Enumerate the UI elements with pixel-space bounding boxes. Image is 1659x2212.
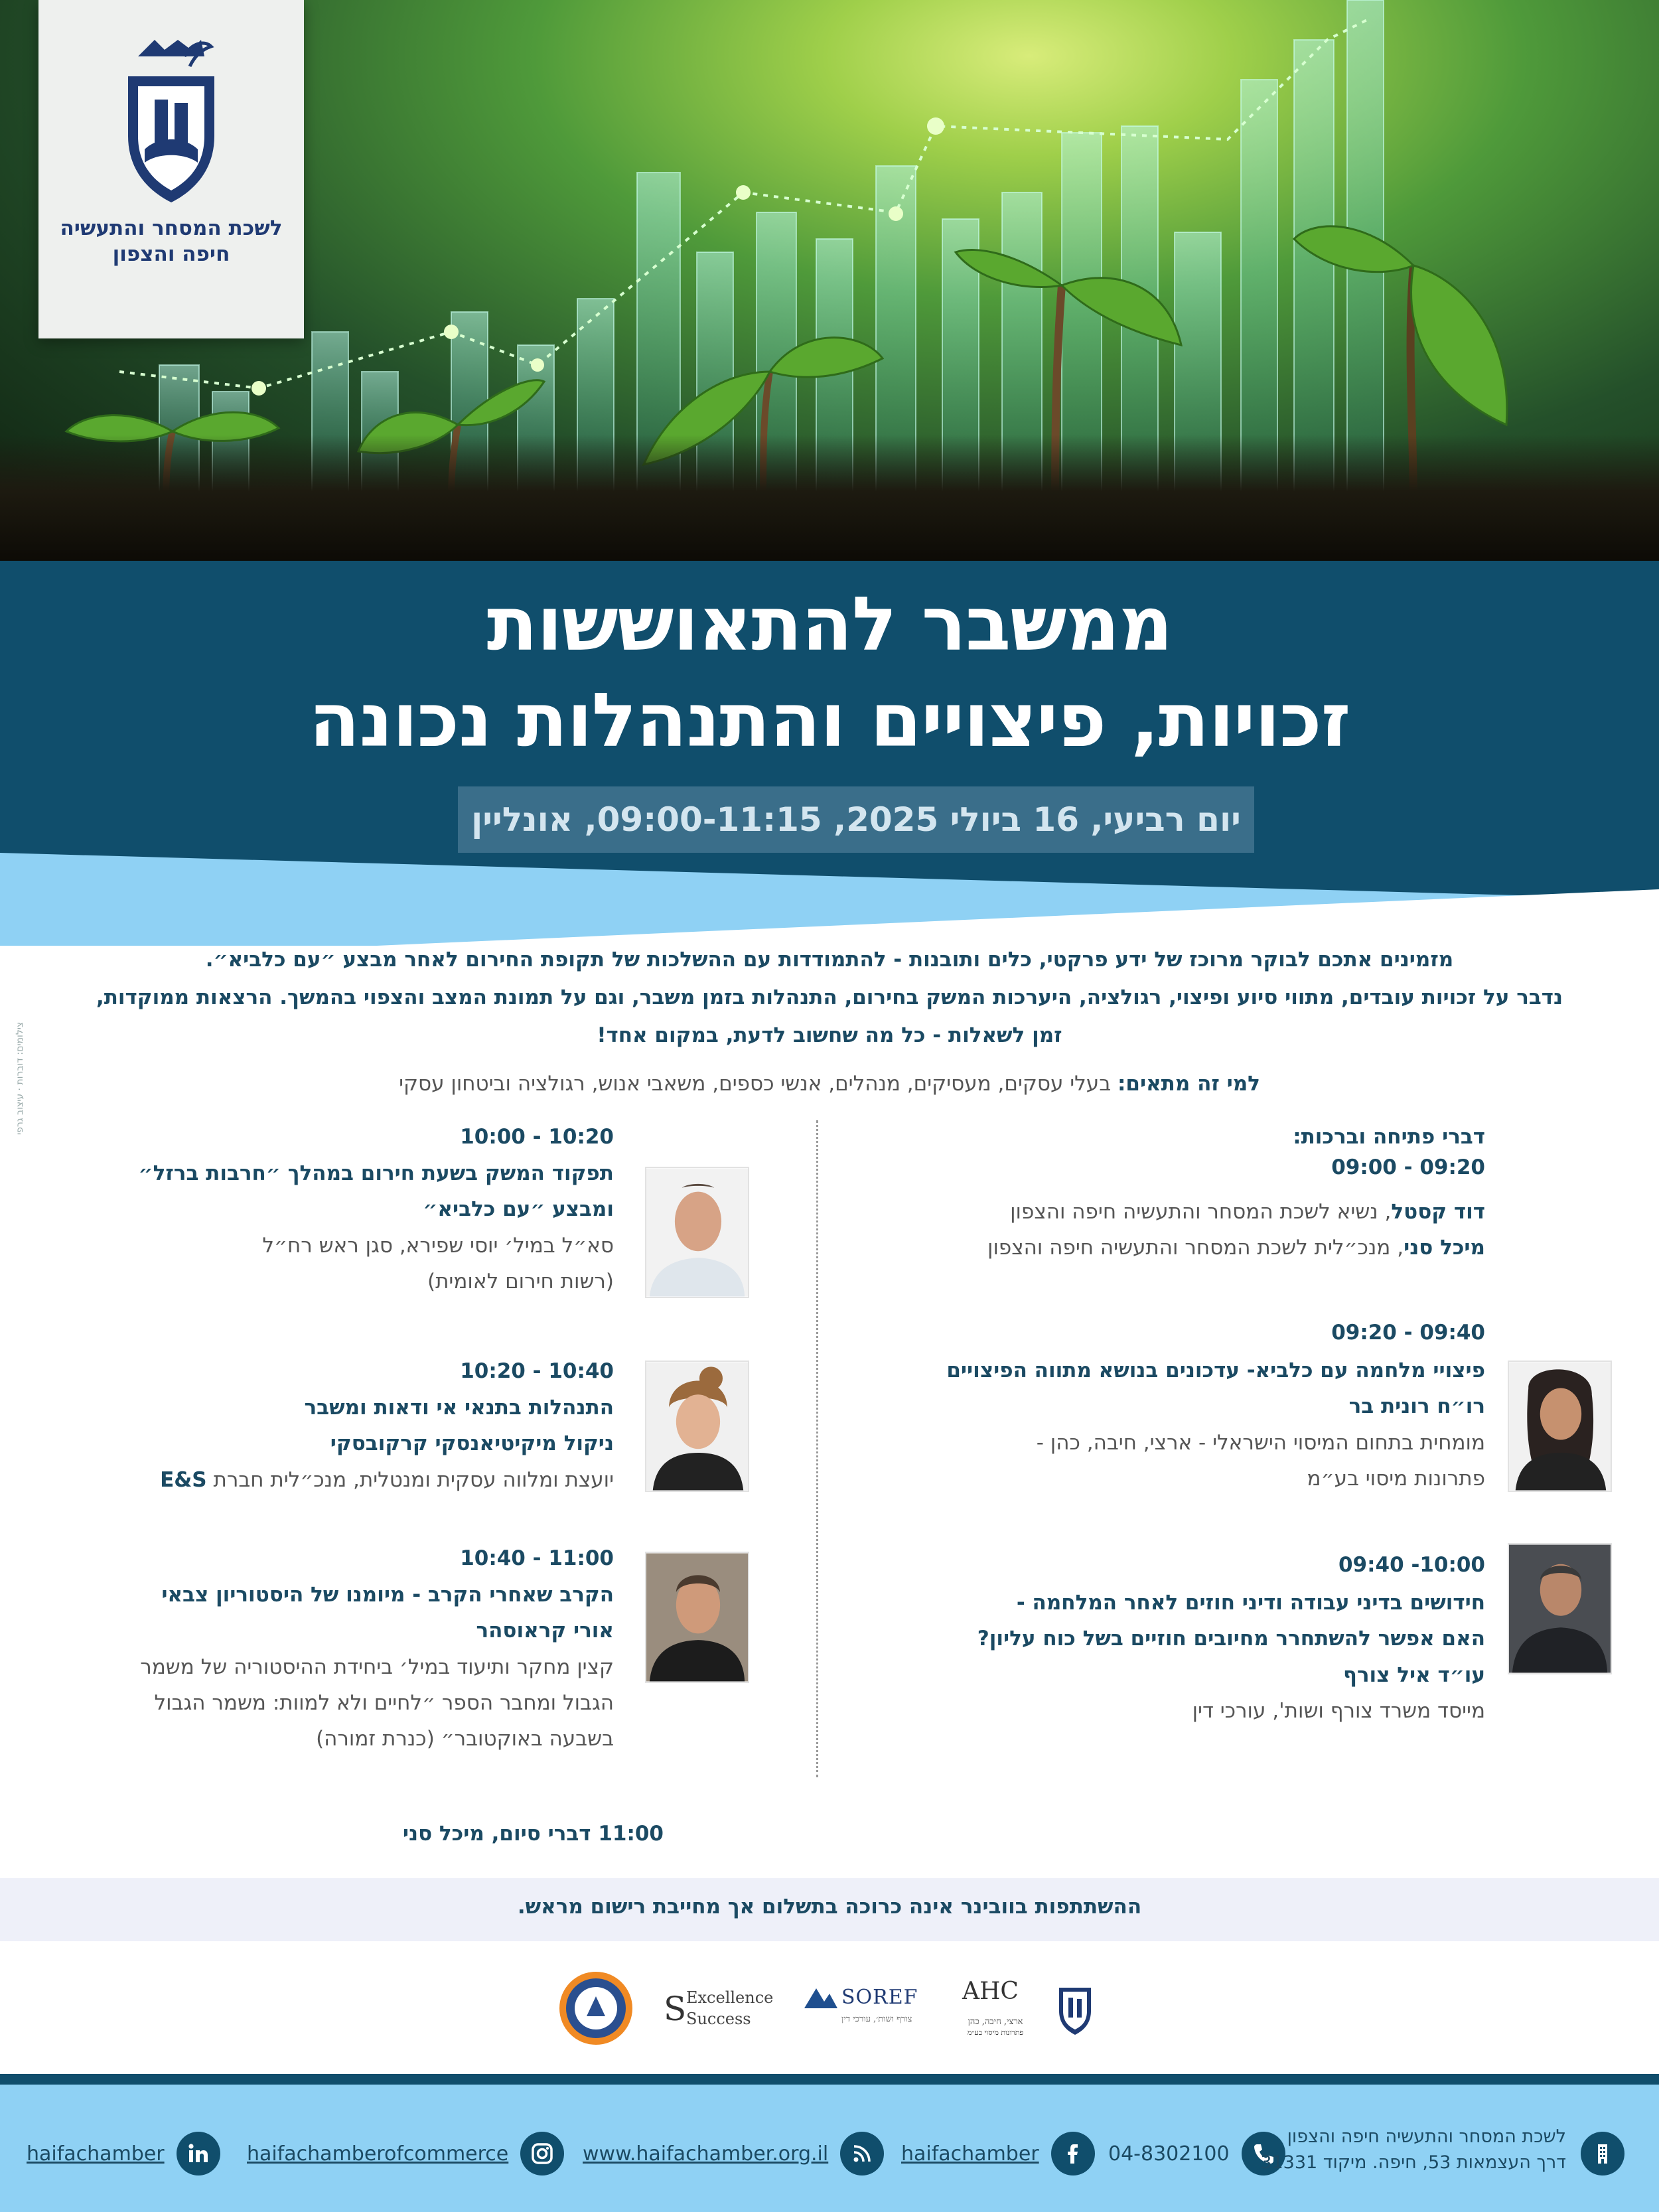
audience-line	[365, 1072, 1294, 1096]
speaker-line	[808, 1194, 1485, 1230]
agenda-right-s3	[808, 1553, 1485, 1729]
org-name-line1: לשכת המסחר והתעשיה	[60, 216, 283, 240]
facebook-icon[interactable]	[1051, 2132, 1095, 2175]
session-time: 09:20 - 09:40	[1331, 1321, 1485, 1345]
linkedin-icon[interactable]	[177, 2132, 220, 2175]
chamber-crest-icon	[118, 37, 224, 216]
agenda-right-s1	[808, 1125, 1485, 1266]
session-title: חידושים בדיני עבודה ודיני חוזים לאחר המלחמה -	[1016, 1591, 1485, 1615]
registration-notice: ההשתתפות בוובינר אינה כרוכה בתשלום אך מחייבת רישום מראש.	[517, 1895, 1142, 1919]
intro-line1: מזמינים אתכם לבוקר מרוכז של ידע פרקטי, כלים ותובנות - להתמודדות עם ההשלכות של תקופת החירום לאחר מבצע ״עם כלביא״.	[205, 948, 1454, 972]
speaker-affiliation: (רשות חירום לאומית)	[427, 1269, 614, 1293]
org-name-line2: חיפה והצפון	[112, 242, 230, 266]
speaker-photo-eyal-tzoref	[1508, 1543, 1612, 1674]
chamber-logo-card	[38, 0, 304, 338]
closing-remarks: 11:00 דברי סיום, מיכל סני	[402, 1822, 664, 1846]
session-title: פיצויי מלחמה עם כלביא- עדכונים בנושא מתווה הפיצויים	[946, 1359, 1485, 1382]
instagram-link[interactable]	[247, 2130, 564, 2177]
building-icon-circle	[1581, 2132, 1624, 2175]
session-title: הקרב שאחרי הקרב - מיומנו של היסטוריון צבאי	[161, 1583, 614, 1607]
government-seal-logo	[557, 1970, 634, 2047]
audience-label: למי זה מתאים:	[1117, 1072, 1260, 1096]
session-time: 10:40 - 11:00	[460, 1546, 614, 1570]
address-line2: דרך העצמאות 53, חיפה. מיקוד 31331	[1260, 2152, 1566, 2174]
speaker-affiliation: מומחית בתחום המיסוי הישראלי - ארצי, חיבה, כהן -	[1036, 1430, 1485, 1455]
opening-heading: דברי פתיחה וברכות:	[1293, 1125, 1485, 1149]
soil	[0, 435, 1659, 561]
instagram-icon[interactable]	[520, 2132, 564, 2175]
session-time: 10:20 - 10:40	[460, 1359, 614, 1383]
audience-text: בעלי עסקים, מעסיקים, מנהלים, אנשי כספים, משאבי אנוש, רגולציה וביטחון עסקי	[399, 1072, 1118, 1096]
speaker-affiliation: פתרונות מיסוי בע״מ	[1307, 1466, 1485, 1491]
phone-number[interactable]: 04-8302100	[1108, 2142, 1230, 2166]
excellence-success-logo: S Excellence Success	[664, 1988, 774, 2028]
speaker-affiliation: מייסד משרד צורף ושות', עורכי דין	[1192, 1698, 1485, 1723]
chamber-small-logo	[1055, 1971, 1095, 2044]
session-title: תפקוד המשק בשעת חירום במהלך ״חרבות ברזל״	[138, 1161, 614, 1185]
facebook-link[interactable]	[901, 2130, 1095, 2177]
speaker-affiliation: בשבעה באוקטובר״ (כנרת זמורה)	[316, 1727, 614, 1751]
address-line1: לשכת המסחר והתעשיה חיפה והצפון	[1287, 2126, 1566, 2147]
address-block	[1254, 2124, 1566, 2175]
speaker-name: אורי קראוסהר	[476, 1619, 614, 1643]
agenda-left-s1	[53, 1125, 614, 1299]
instagram-handle[interactable]: haifachamberofcommerce	[247, 2142, 509, 2166]
agenda-left-s2	[53, 1359, 614, 1498]
linkedin-handle[interactable]: haifachamber	[27, 2142, 165, 2166]
side-credit: צילומים: דוברות · עיצוב גרפי	[15, 1022, 25, 1136]
affiliation-prefix: יועצת ומלווה עסקית ומנטלית, מנכ״לית חברת	[206, 1467, 614, 1492]
speaker-name: דוד קסטל	[1391, 1200, 1485, 1224]
ahc-logo: AHC ארצי, חיבה, כהן פתרונות מיסוי בע״מ	[962, 1978, 1024, 2037]
footer-divider	[0, 2074, 1659, 2085]
intro-line2: נדבר על זכויות עובדים, מתווי סיוע ופיצוי, רגולציה, היערכות המשק בחירום, התנהלות בזמן משבר, וגם על תמונת המצב והצפוי בהמשך. הרצאות ממוקדות,	[96, 986, 1563, 1009]
session-title: האם אפשר להשתחרר מחיובים חוזיים בשל כוח עליון?	[977, 1627, 1485, 1651]
agenda-left-s3	[53, 1546, 614, 1757]
session-time: 10:00 - 10:20	[460, 1125, 614, 1149]
speaker-name: ניקול מיקיטיאנסקי קרקובסקי	[330, 1432, 614, 1456]
speaker-name: מיכל סני	[1404, 1236, 1485, 1260]
session-time: 09:40 -10:00	[1338, 1553, 1485, 1577]
speaker-name: עו״ד איל צורף	[1342, 1662, 1485, 1687]
soref-logo: SOREF צורף ושות׳, עורכי דין	[804, 1986, 920, 2039]
speaker-line	[808, 1230, 1485, 1266]
speaker-affiliation: קצין מחקר ותיעוד במיל׳ ביחידת ההיסטוריה של משמר	[140, 1655, 614, 1679]
affiliation-brand: E&S	[160, 1467, 207, 1492]
building-icon	[1581, 2130, 1624, 2177]
speaker-photo-uri-krausher	[645, 1552, 749, 1683]
agenda-right-s2	[808, 1321, 1485, 1497]
session-title: התנהלות בתנאי אי ודאות ומשבר	[304, 1396, 614, 1420]
page-title-line1: ממשבר להתאוששות	[486, 581, 1173, 668]
speaker-photo-ronit-bar	[1508, 1361, 1612, 1492]
speaker-photo-yossi-shapira	[645, 1167, 749, 1298]
speaker-name: סא״ל במיל׳ יוסי שפירא, סגן ראש רח״ל	[262, 1233, 614, 1258]
session-title: ומבצע ״עם כלביא״	[423, 1197, 614, 1222]
intro-line3: זמן לשאלות - כל מה שחשוב לדעת, במקום אחד!	[597, 1023, 1062, 1047]
speaker-role: , נשיא לשכת המסחר והתעשיה חיפה והצפון	[1010, 1200, 1392, 1224]
speaker-affiliation	[53, 1462, 614, 1498]
rss-icon[interactable]	[840, 2132, 884, 2175]
linkedin-link[interactable]	[27, 2130, 220, 2177]
facebook-handle[interactable]: haifachamber	[901, 2142, 1039, 2166]
event-date: יום רביעי, 16 ביולי 2025, 09:00-11:15, אונליין	[458, 786, 1254, 853]
speaker-photo-nicole	[645, 1361, 749, 1492]
page-title-line2: זכויות, פיצויים והתנהלות נכונה	[309, 678, 1350, 764]
speaker-affiliation: הגבול ומחבר הספר ״לחיים ולא למוות: משמר הגבול	[154, 1690, 614, 1715]
speaker-name: רו״ח רונית בר	[1348, 1394, 1485, 1419]
speaker-role: , מנכ״לית לשכת המסחר והתעשיה חיפה והצפון	[987, 1236, 1404, 1260]
website-url[interactable]: www.haifachamber.org.il	[583, 2142, 829, 2166]
website-link[interactable]	[583, 2130, 884, 2177]
session-time: 09:00 - 09:20	[1331, 1155, 1485, 1179]
